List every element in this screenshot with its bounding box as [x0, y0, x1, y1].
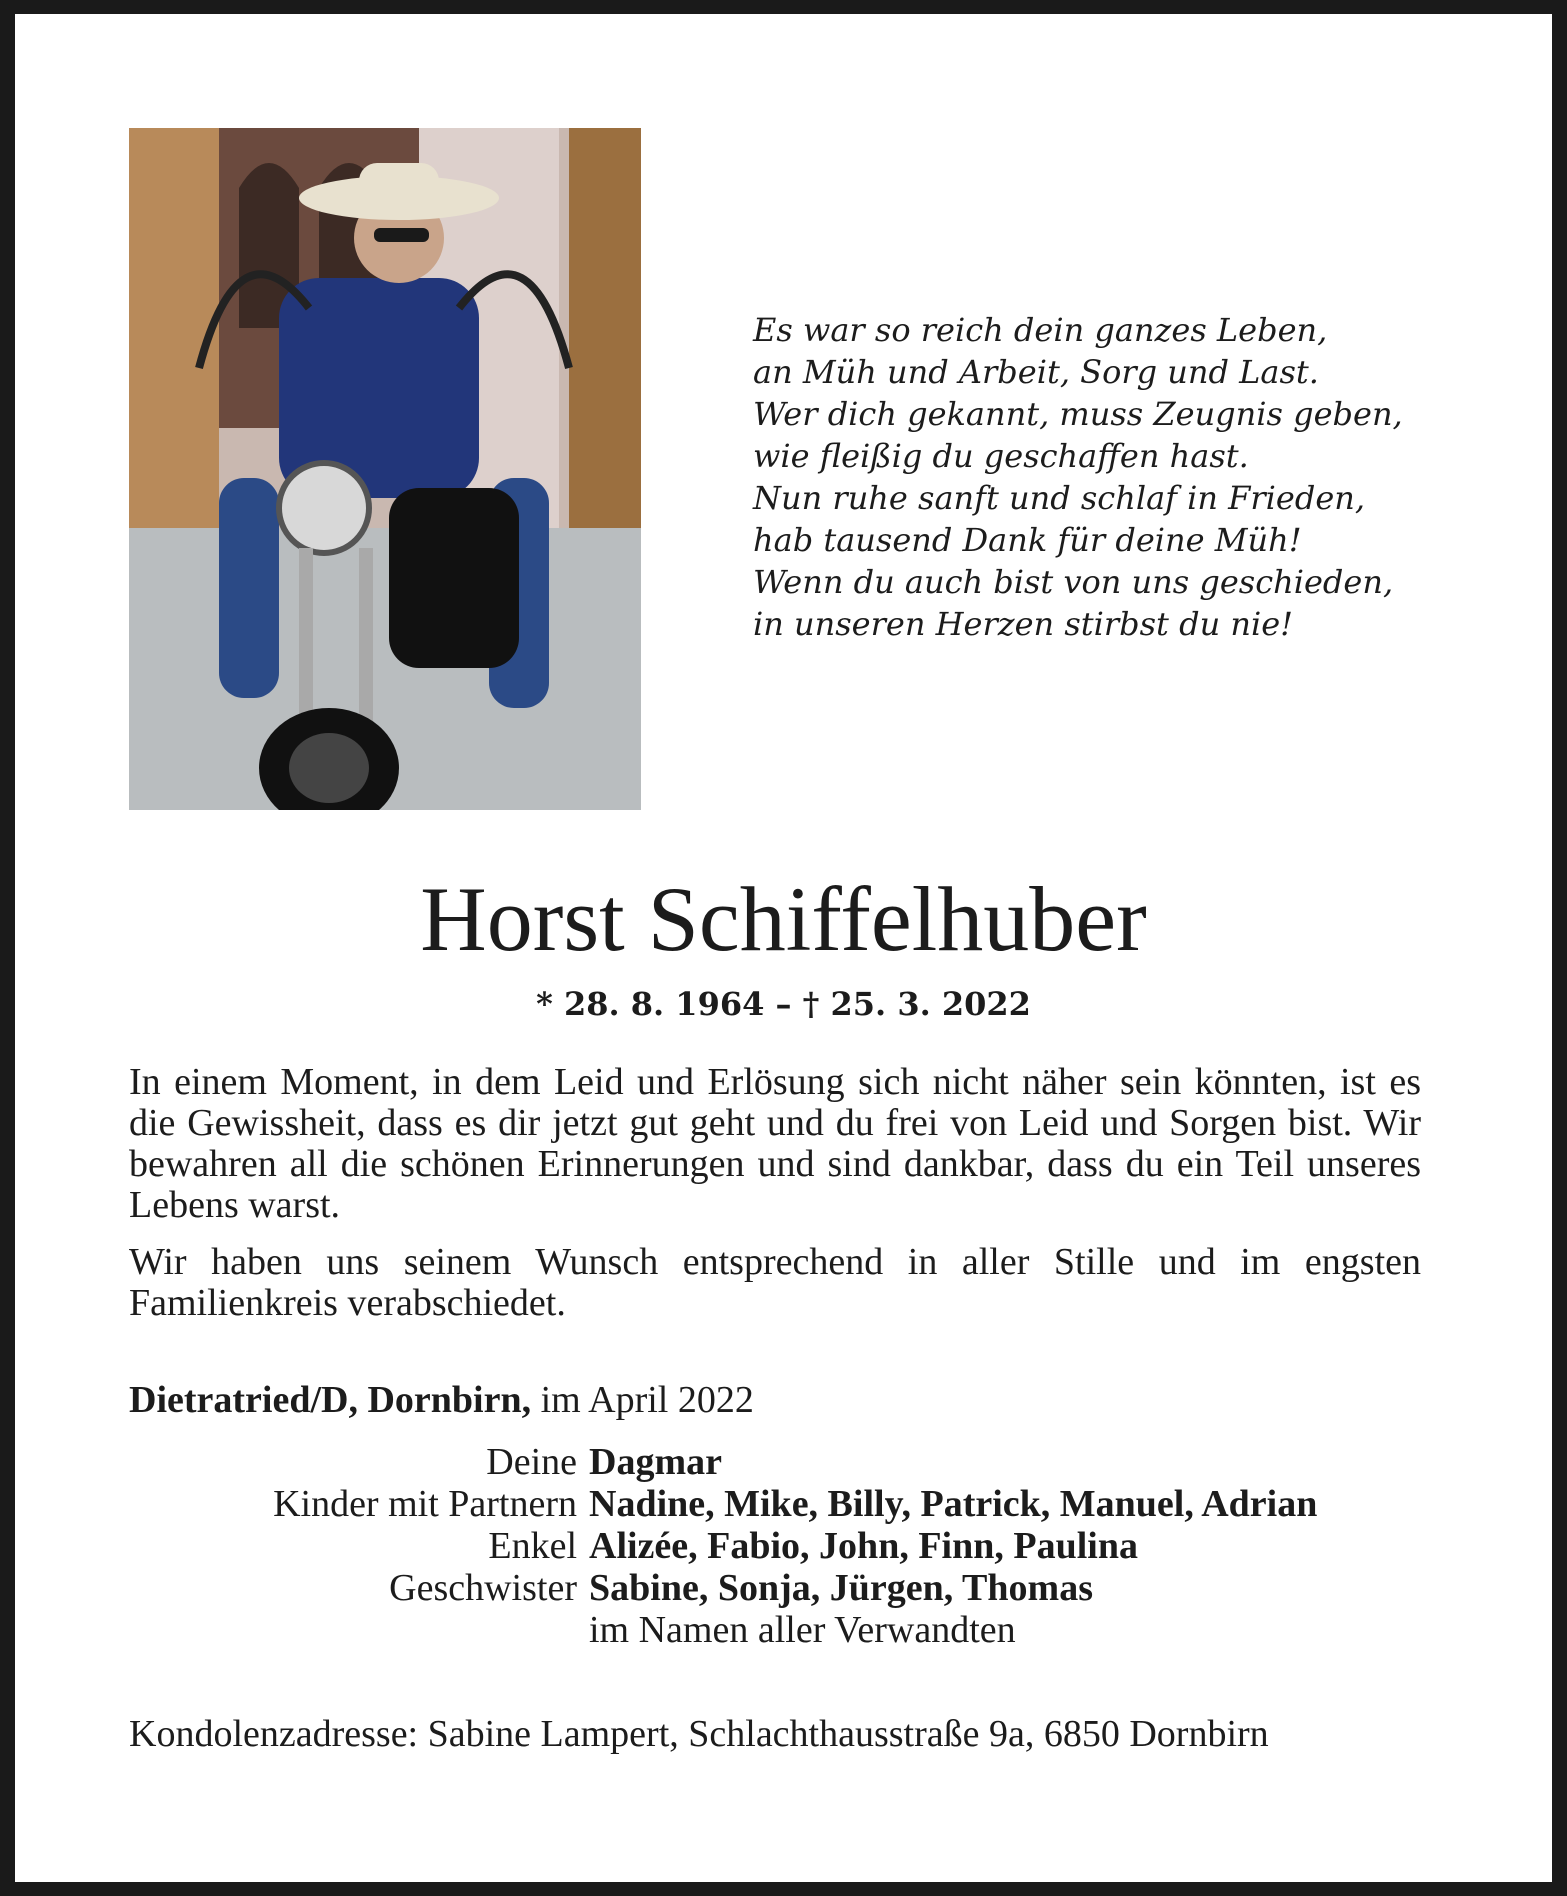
- place-locations: Dietratried/D, Dornbirn,: [129, 1379, 532, 1421]
- poem-line: in unseren Herzen stirbst du nie!: [753, 605, 1293, 643]
- portrait-photo: [129, 128, 641, 810]
- mourner-row: [129, 1483, 1317, 1525]
- deceased-name: Horst Schiffelhuber: [420, 868, 1147, 970]
- poem-line: Wer dich gekannt, muss Zeugnis geben,: [753, 395, 1403, 433]
- poem-line: Nun ruhe sanft und schlaf in Frieden,: [753, 479, 1366, 517]
- mourner-label: Deine: [486, 1441, 577, 1483]
- mourner-label: Geschwister: [389, 1567, 577, 1609]
- mourner-row: [129, 1441, 1317, 1483]
- memorial-poem: [753, 309, 1403, 645]
- poem-line: wie fleißig du geschaffen hast.: [753, 437, 1249, 475]
- mourner-row: [129, 1609, 1317, 1651]
- obituary-card: [15, 14, 1552, 1882]
- mourner-row: [129, 1567, 1317, 1609]
- mourner-names: Nadine, Mike, Billy, Patrick, Manuel, Adrian: [589, 1483, 1318, 1525]
- poem-line: hab tausend Dank für deine Müh!: [753, 521, 1302, 559]
- mourner-names: Sabine, Sonja, Jürgen, Thomas: [589, 1567, 1093, 1609]
- mourners-list: [129, 1441, 1317, 1651]
- poem-line: an Müh und Arbeit, Sorg und Last.: [753, 353, 1319, 391]
- mourner-label: Kinder mit Partnern: [273, 1483, 577, 1525]
- farewell-paragraph: Wir haben uns seinem Wunsch entsprechend in aller Stille und im engsten Familienkreis verabschiedet.: [129, 1241, 1421, 1324]
- mourner-row: [129, 1525, 1317, 1567]
- poem-line: Wenn du auch bist von uns geschieden,: [753, 563, 1394, 601]
- place-and-date: [129, 1380, 754, 1421]
- mourner-names: Dagmar: [589, 1441, 722, 1483]
- life-dates: * 28. 8. 1964 – † 25. 3. 2022: [536, 985, 1031, 1023]
- mourner-label: Enkel: [488, 1525, 577, 1567]
- tribute-paragraph: In einem Moment, in dem Leid und Erlösung sich nicht näher sein könnten, ist es die Gewissheit, dass es dir jetzt gut geht und du frei von Leid und Sorgen bist. Wir bewahren all die schönen Erinnerungen und sind dankbar, dass du ein Teil unseres Lebens warst.: [129, 1061, 1421, 1226]
- poem-line: Es war so reich dein ganzes Leben,: [753, 311, 1328, 349]
- place-date: im April 2022: [540, 1379, 754, 1421]
- mourner-names: Alizée, Fabio, John, Finn, Paulina: [589, 1525, 1138, 1567]
- mourner-closing: im Namen aller Verwandten: [589, 1609, 1016, 1651]
- condolence-address: Kondolenzadresse: Sabine Lampert, Schlachthausstraße 9a, 6850 Dornbirn: [129, 1713, 1269, 1755]
